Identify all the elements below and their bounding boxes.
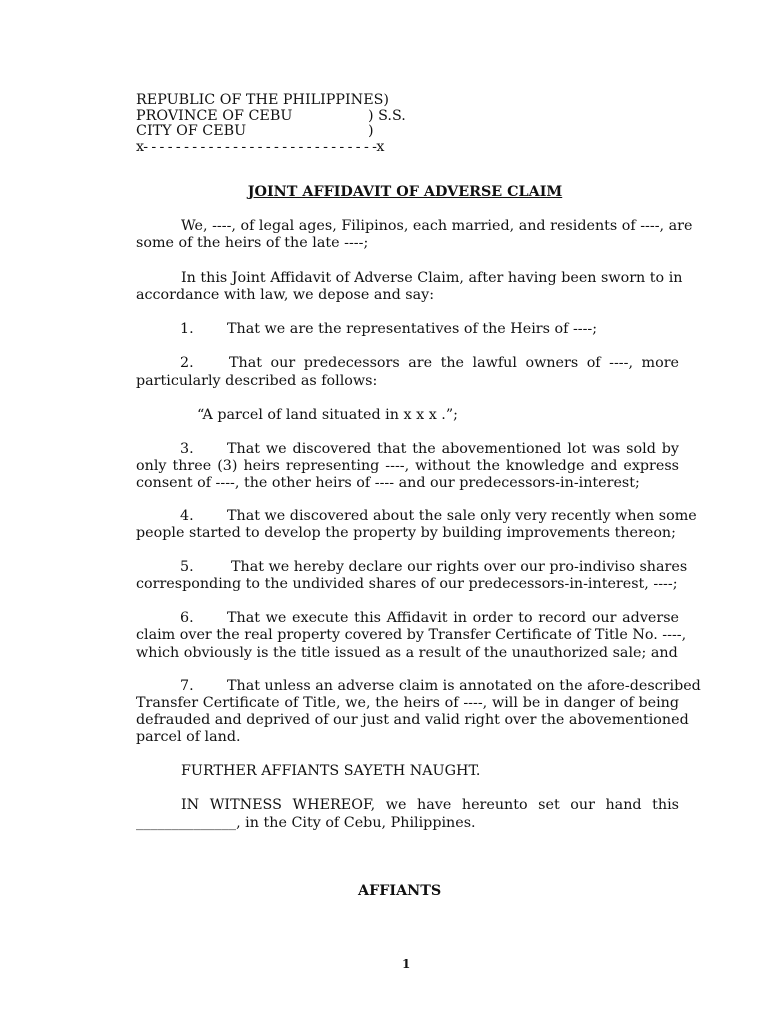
header-republic: REPUBLIC OF THE PHILIPPINES) [136, 92, 390, 108]
item-number: 6. [180, 610, 194, 626]
affiants-heading: AFFIANTS [358, 883, 442, 899]
item-line: That we discovered about the sale only very recently when some [227, 508, 697, 524]
depose-line-1: In this Joint Affidavit of Adverse Claim, after having been sworn to in [181, 270, 683, 286]
item-line: parcel of land. [136, 729, 241, 745]
item-line: corresponding to the undivided shares of our predecessors-in-interest, ----; [136, 576, 678, 592]
header-province: PROVINCE OF CEBU [136, 108, 293, 124]
header-city: CITY OF CEBU [136, 123, 247, 139]
page-number: 1 [402, 957, 411, 971]
item-line: That we execute this Affidavit in order to record our adverse [227, 610, 679, 626]
item-number: 2. [180, 355, 194, 371]
item-number: 1. [180, 321, 194, 337]
item-number: 3. [180, 441, 194, 457]
item-line: which obviously is the title issued as a result of the unauthorized sale; and [136, 645, 678, 661]
witness-line-1: IN WITNESS WHEREOF, we have hereunto set our hand this [181, 797, 679, 813]
header-ss: ) S.S. [368, 108, 406, 124]
item-number: 4. [180, 508, 194, 524]
item-number: 5. [180, 559, 194, 575]
item-line: That we hereby declare our rights over our pro-indiviso shares [231, 559, 688, 575]
witness-line-2: ______________, in the City of Cebu, Philippines. [136, 815, 476, 831]
intro-line-2: some of the heirs of the late ----; [136, 235, 369, 251]
item-line: That we discovered that the abovementioned lot was sold by [227, 441, 679, 457]
item-line: particularly described as follows: [136, 373, 378, 389]
depose-line-2: accordance with law, we depose and say: [136, 287, 435, 303]
item-line: consent of ----, the other heirs of ---- and our predecessors-in-interest; [136, 475, 640, 491]
item-line: only three (3) heirs representing ----, without the knowledge and express [136, 458, 679, 474]
header-city-paren: ) [368, 123, 374, 139]
item-line: That our predecessors are the lawful owners of ----, more [229, 355, 679, 371]
document-title: JOINT AFFIDAVIT OF ADVERSE CLAIM [247, 184, 563, 200]
header-separator: x- - - - - - - - - - - - - - - - - - - - - - - - - - - - -x [136, 139, 384, 155]
item-line: defrauded and deprived of our just and valid right over the abovementioned [136, 712, 689, 728]
item-line: That unless an adverse claim is annotated on the afore-described [227, 678, 701, 694]
item-line: That we are the representatives of the Heirs of ----; [227, 321, 598, 337]
parcel-quote: “A parcel of land situated in x x x .”; [197, 407, 458, 423]
item-line: Transfer Certificate of Title, we, the heirs of ----, will be in danger of being [136, 695, 679, 711]
item-line: claim over the real property covered by Transfer Certificate of Title No. ----, [136, 627, 687, 643]
intro-line-1: We, ----, of legal ages, Filipinos, each married, and residents of ----, are [181, 218, 693, 234]
item-line: people started to develop the property by building improvements thereon; [136, 525, 676, 541]
further-affiants-statement: FURTHER AFFIANTS SAYETH NAUGHT. [181, 763, 481, 779]
item-number: 7. [180, 678, 194, 694]
